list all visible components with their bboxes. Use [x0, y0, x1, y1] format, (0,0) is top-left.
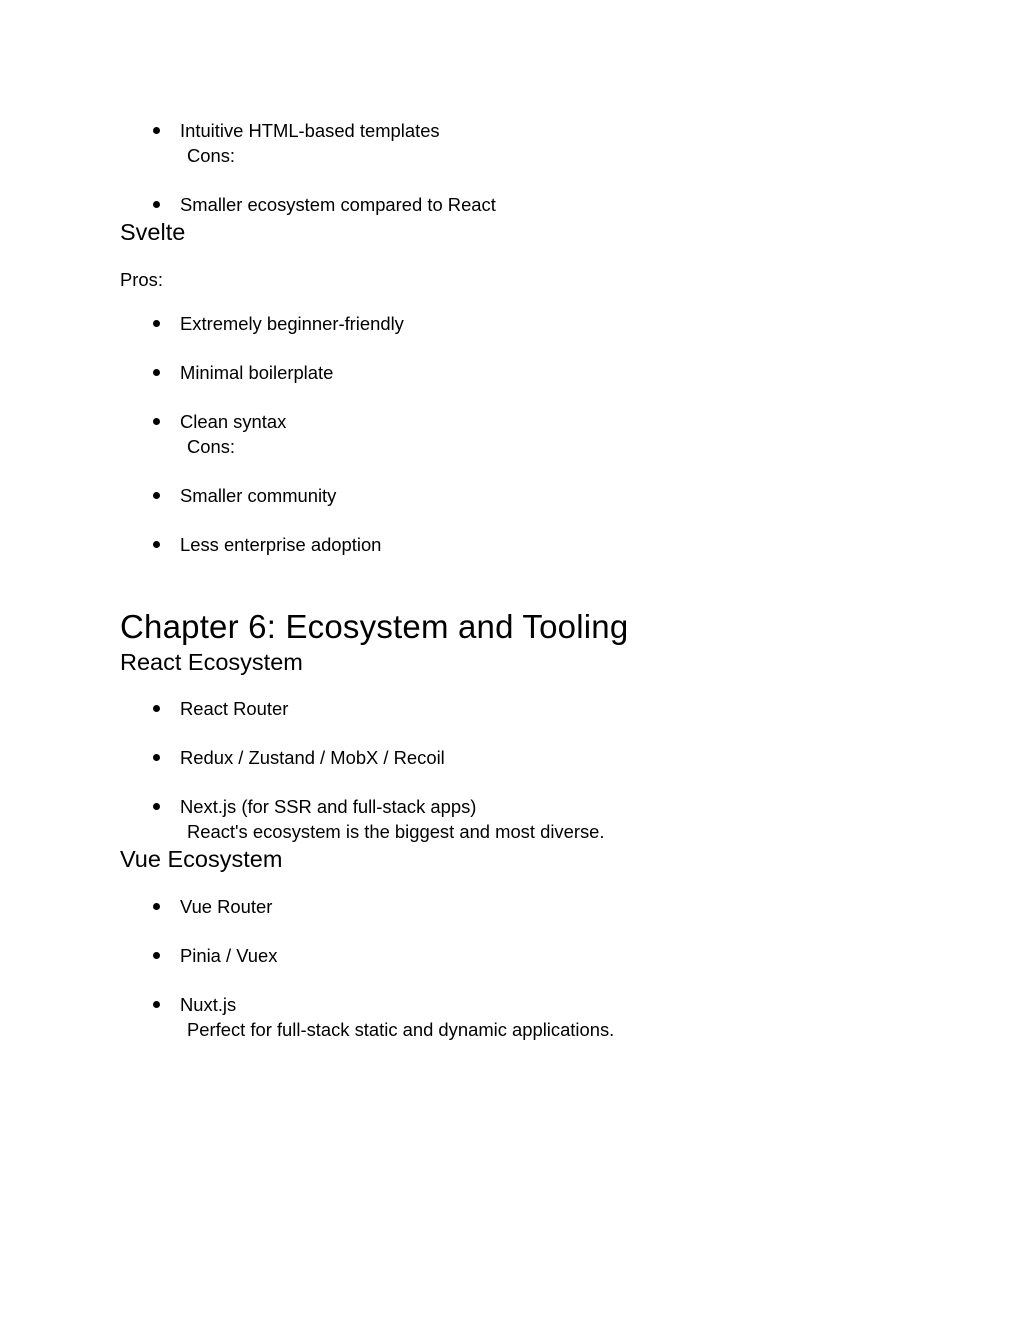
list-item — [120, 794, 904, 844]
cons-label: Cons: — [187, 145, 236, 166]
chapter-title: Chapter 6: Ecosystem and Tooling — [120, 608, 629, 645]
bullet-icon — [153, 705, 160, 712]
list-item-text: Intuitive HTML-based templates — [180, 120, 440, 141]
list-item — [120, 409, 904, 459]
list-item-text: Less enterprise adoption — [180, 534, 382, 555]
list-item — [120, 992, 904, 1042]
list-item-text: Vue Router — [180, 896, 273, 917]
react-ecosystem-list — [120, 696, 904, 844]
bullet-icon — [153, 201, 160, 208]
list-item — [120, 532, 904, 557]
list-item-text: Next.js (for SSR and full-stack apps) — [180, 796, 477, 817]
svelte-heading: Svelte — [120, 219, 186, 245]
list-item-text: Clean syntax — [180, 411, 287, 432]
bullet-icon — [153, 492, 160, 499]
list-item — [120, 943, 904, 968]
list-item — [120, 360, 904, 385]
list-item-text: React Router — [180, 698, 289, 719]
bullet-icon — [153, 952, 160, 959]
vue-ecosystem-list — [120, 894, 904, 1042]
bullet-icon — [153, 127, 160, 134]
react-ecosystem-heading: React Ecosystem — [120, 649, 303, 675]
list-item-text: Smaller ecosystem compared to React — [180, 194, 496, 215]
list-item-text: Smaller community — [180, 485, 337, 506]
list-item — [120, 192, 904, 217]
bullet-icon — [153, 903, 160, 910]
list-item — [120, 745, 904, 770]
list-item — [120, 696, 904, 721]
svelte-pros-cons-list — [120, 311, 904, 557]
list-item — [120, 311, 904, 336]
bullet-icon — [153, 369, 160, 376]
bullet-icon — [153, 541, 160, 548]
list-item-note: React's ecosystem is the biggest and most diverse. — [187, 821, 605, 842]
list-item-text: Minimal boilerplate — [180, 362, 334, 383]
list-item-note: Perfect for full-stack static and dynamic applications. — [187, 1019, 615, 1040]
bullet-icon — [153, 754, 160, 761]
bullet-icon — [153, 418, 160, 425]
list-item — [120, 894, 904, 919]
pros-label: Pros: — [120, 269, 163, 290]
bullet-icon — [153, 803, 160, 810]
intro-cons-list — [120, 118, 904, 217]
list-item — [120, 483, 904, 508]
bullet-icon — [153, 320, 160, 327]
bullet-icon — [153, 1001, 160, 1008]
list-item-text: Pinia / Vuex — [180, 945, 278, 966]
cons-label: Cons: — [187, 436, 236, 457]
list-item-text: Extremely beginner-friendly — [180, 313, 404, 334]
list-item — [120, 118, 904, 168]
list-item-text: Redux / Zustand / MobX / Recoil — [180, 747, 445, 768]
list-item-text: Nuxt.js — [180, 994, 237, 1015]
vue-ecosystem-heading: Vue Ecosystem — [120, 846, 283, 872]
